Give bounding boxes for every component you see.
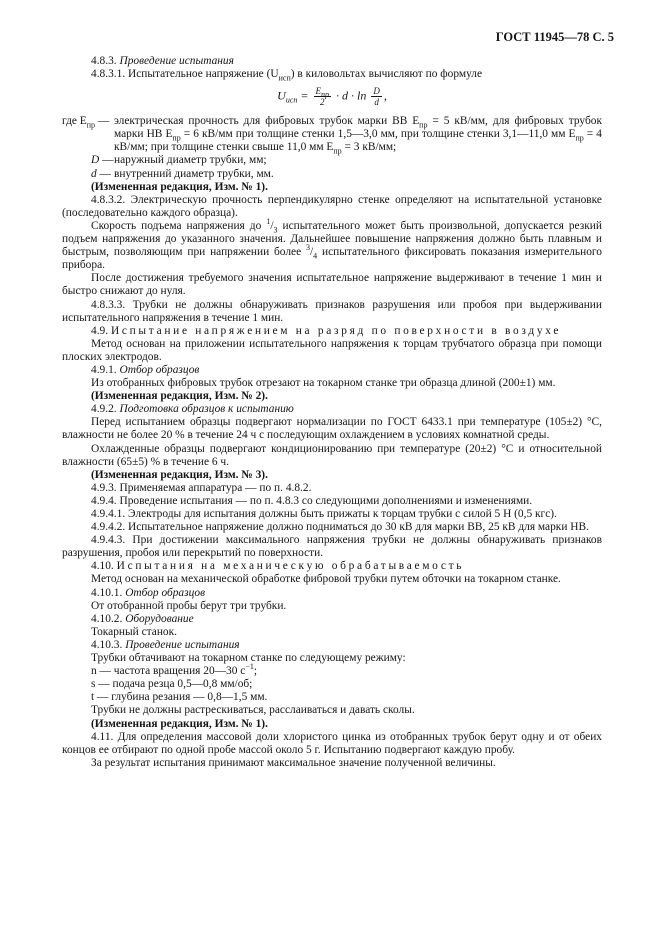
- section-4-10-text: Метод основан на механической обработке фибровой трубки путем обточки на токарном станке.: [91, 573, 561, 586]
- mode-s: s — подача резца 0,5—0,8 мм/об;: [91, 678, 253, 691]
- edit-note: (Измененная редакция, Изм. № 3).: [91, 468, 268, 481]
- section-4-10-2: 4.10.2. Оборудование: [91, 612, 194, 625]
- section-4-9-4: 4.9.4. Проведение испытания — по п. 4.8.3 со следующими дополнениями и изменениями.: [91, 494, 533, 507]
- section-4-9-1: 4.9.1. Отбор образцов: [91, 363, 200, 376]
- cooled-paragraph: Охлажденные образцы подвергают кондиционированию при температуре (20±2) °С и относительной влажности (65±5) % в течение 6 ч.: [62, 442, 602, 468]
- section-4-10-1-text: От отобранной пробы берут три трубки.: [91, 599, 287, 612]
- section-number: 4.8.3.: [91, 55, 117, 67]
- section-4-8-3-1: 4.8.3.1. Испытательное напряжение $(U_{исп})$ в киловольтах вычисляют по формуле: [91, 68, 483, 83]
- formula-definitions: [62, 115, 602, 180]
- section-4-9-text: Метод основан на приложении испытательного напряжения к торцам трубчатого образца при помощи плоских электродов.: [62, 337, 602, 363]
- document-body: [62, 55, 602, 770]
- section-4-8-3-2: 4.8.3.2. Электрическую прочность перпендикулярно стенке определяют на испытательной установке (последовательно каждого образца).: [62, 193, 602, 219]
- section-4-9-1-text: Из отобранных фибровых трубок отрезают на токарном станке три образца длиной (200±1) мм.: [91, 377, 556, 390]
- section-4-9-3: 4.9.3. Применяемая аппаратура — по п. 4.8.2.: [91, 481, 312, 494]
- section-4-9-4-3: 4.9.4.3. При достижении максимального напряжения трубки не должны обнаруживать признаков разрушения, пробоя или перекрытий по поверхности.: [62, 534, 602, 560]
- after-paragraph: После достижения требуемого значения испытательное напряжение выдерживают в течение 1 мин и быстро снижают до нуля.: [62, 272, 602, 298]
- definition-D: D — наружный диаметр трубки, мм;: [91, 154, 267, 167]
- section-4-8-3: [62, 55, 602, 68]
- definition-d: d — внутренний диаметр трубки, мм.: [91, 167, 274, 180]
- no-crack: Трубки не должны растрескиваться, расслаиваться и давать сколы.: [91, 704, 415, 717]
- section-4-11: 4.11. Для определения массовой доли хлористого цинка из отобранных трубок берут одну и от обеих концов ее отбирают по одной пробе массой около 5 г. Испытанию подвергают каждую пробу.: [62, 730, 602, 756]
- section-4-10-2-text: Токарный станок.: [91, 625, 178, 638]
- section-title: Проведение испытания: [119, 55, 234, 67]
- section-4-9-2: 4.9.2. Подготовка образцов к испытанию: [91, 403, 294, 416]
- section-4-9-4-1: 4.9.4.1. Электроды для испытания должны быть прижаты к торцам трубки с силой 5 Н (0,5 кгс).: [91, 508, 557, 520]
- section-4-9-4-2: 4.9.4.2. Испытательное напряжение должно подниматься до 30 кВ для марки ВВ, 25 кВ для марки НВ.: [91, 521, 589, 534]
- section-4-10-3: 4.10.3. Проведение испытания: [91, 638, 240, 651]
- page-header: ГОСТ 11945—78 С. 5: [495, 30, 614, 44]
- section-4-10-3-text: Трубки обтачивают на токарном станке по следующему режиму:: [91, 652, 406, 665]
- definition-e: где $E_{пр}$ — электрическая прочность для фибровых трубок марки ВВ $E_{пр} = 5$ кВ/мм, для фибровых трубок марки НВ $E_{пр} = 6$ кВ/мм при толщине стенки 1,5—3,0 мм, при толщине стенки 3,1—11,0 мм $E_{пр} = 4$ кВ/мм; при толщине стенки свыше 11,0 мм $E_{пр} = 3$ кВ/мм;: [62, 115, 602, 156]
- section-4-10: 4.10. Испытания на механическую обрабатываемость: [91, 560, 465, 573]
- section-4-9: 4.9. Испытание напряжением на разряд по поверхности в воздухе: [91, 324, 562, 337]
- voltage-rise-paragraph: Скорость подъема напряжения до $^1/_3$ испытательного может быть произвольной, допускается резкий подъем напряжения до указанного значения. Дальнейшее повышение напряжения должно быть плавным и быстрым, позволяющим при напряжении более $^3/_4$ испытательного фиксировать показания измерительного прибора.: [62, 217, 602, 272]
- section-4-10-1: 4.10.1. Отбор образцов: [91, 586, 206, 599]
- mode-t: t — глубина резания — 0,8—1,5 мм.: [91, 691, 268, 704]
- section-4-8-3-3: 4.8.3.3. Трубки не должны обнаруживать признаков разрушения или пробоя при выдерживании испытательного напряжения в течение 1 мин.: [62, 298, 602, 324]
- section-4-9-2-text: Перед испытанием образцы подвергают нормализации по ГОСТ 6433.1 при температуре (105±2) °С, влажности не более 20 % в течение 24 ч с последующим охлаждением в условиях комнатной среды.: [62, 416, 602, 442]
- edit-note: (Измененная редакция, Изм. № 1).: [91, 717, 268, 730]
- mode-n: n — частота вращения 20—30 $с^{-1}$;: [91, 662, 258, 678]
- formula: $U_{исп}$ = $\frac{E_{пр}}{2}$ · d · ln $\frac{D}{d}$ ,: [277, 86, 387, 108]
- edit-note: (Измененная редакция, Изм. № 2).: [91, 390, 268, 403]
- edit-note: (Измененная редакция, Изм. № 1).: [91, 180, 268, 193]
- result-paragraph: За результат испытания принимают максимальное значение полученной величины.: [91, 756, 496, 769]
